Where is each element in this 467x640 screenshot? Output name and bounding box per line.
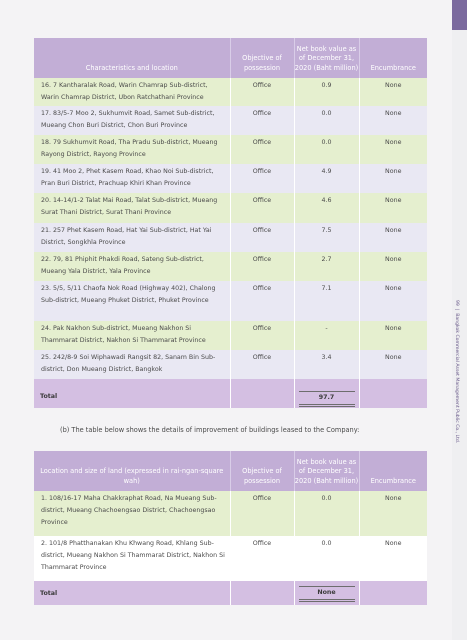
row-description: 1. 108/16-17 Maha Chakkraphat Road, Na Mueang Sub-district, Mueang Chachoengsao District, Chachoengsao Province: [34, 491, 230, 536]
total-label: Total: [34, 581, 230, 605]
table-row: [34, 223, 427, 252]
table-row: [34, 106, 427, 135]
row-encumbrance: None: [359, 252, 427, 281]
header-objective: Objective of possession: [230, 38, 294, 78]
row-description: 2. 101/8 Phatthanakan Khu Khwang Road, Khlang Sub-district, Mueang Nakhon Si Thammarat District, Nakhon Si Thammarat Province: [34, 536, 230, 581]
total-label: Total: [34, 379, 230, 408]
row-objective: Office: [230, 350, 294, 379]
table-row: [34, 78, 427, 106]
sidebar-footer-text: 99 | Bangkok Commercial Asset Management Public Co., Ltd.: [454, 300, 459, 444]
row-objective: Office: [230, 193, 294, 223]
row-value: 0.0: [294, 536, 359, 581]
row-value: 7.1: [294, 281, 359, 321]
row-value: -: [294, 321, 359, 350]
total-row: [34, 581, 427, 605]
row-value: 0.9: [294, 78, 359, 106]
row-objective: Office: [230, 78, 294, 106]
row-description: 17. 83/5-7 Moo 2, Sukhumvit Road, Samet Sub-district, Mueang Chon Buri District, Chon Buri Province: [34, 106, 230, 135]
table-row: [34, 321, 427, 350]
row-encumbrance: None: [359, 281, 427, 321]
row-encumbrance: None: [359, 350, 427, 379]
row-description: 16. 7 Kantharalak Road, Warin Chamrap Sub-district, Warin Chamrap District, Ubon Ratchathani Province: [34, 78, 230, 106]
header-objective: Objective of possession: [230, 451, 294, 491]
table-row: [34, 491, 427, 536]
row-objective: Office: [230, 321, 294, 350]
row-objective: Office: [230, 106, 294, 135]
row-encumbrance: None: [359, 536, 427, 581]
row-value: 0.0: [294, 106, 359, 135]
company-name: Bangkok Commercial Asset Management Public Co., Ltd.: [454, 313, 459, 444]
row-description: 23. 5/5, 5/11 Chaofa Nok Road (Highway 402), Chalong Sub-district, Mueang Phuket District, Phuket Province: [34, 281, 230, 321]
row-objective: Office: [230, 164, 294, 193]
table-row: [34, 350, 427, 379]
row-objective: Office: [230, 252, 294, 281]
row-encumbrance: None: [359, 135, 427, 164]
row-value: 3.4: [294, 350, 359, 379]
row-encumbrance: None: [359, 223, 427, 252]
header-net-book-value: Net book value as of December 31, 2020 (Baht million): [294, 38, 359, 78]
row-encumbrance: None: [359, 321, 427, 350]
table-row: [34, 135, 427, 164]
row-value: 7.5: [294, 223, 359, 252]
row-description: 21. 257 Phet Kasem Road, Hat Yai Sub-district, Hat Yai District, Songkhla Province: [34, 223, 230, 252]
land-table: [34, 38, 427, 408]
improvement-table: [34, 451, 427, 605]
row-value: 0.0: [294, 135, 359, 164]
row-objective: Office: [230, 135, 294, 164]
row-description: 22. 79, 81 Phiphit Phakdi Road, Sateng Sub-district, Mueang Yala District, Yala Province: [34, 252, 230, 281]
row-objective: Office: [230, 223, 294, 252]
row-description: 25. 242/8-9 Soi Wiphawadi Rangsit 82, Sanam Bin Sub-district, Don Mueang District, Bangkok: [34, 350, 230, 379]
table-row: [34, 281, 427, 321]
header-encumbrance: Encumbrance: [359, 38, 427, 78]
header-location: Location and size of land (expressed in rai-ngan-square wah): [34, 451, 230, 491]
row-encumbrance: None: [359, 193, 427, 223]
header-characteristics: Characteristics and location: [34, 38, 230, 78]
page-number: 99: [454, 300, 459, 306]
row-description: 24. Pak Nakhon Sub-district, Mueang Nakhon Si Thammarat District, Nakhon Si Thammarat Province: [34, 321, 230, 350]
total-value: None: [299, 586, 355, 602]
row-value: 4.9: [294, 164, 359, 193]
row-value: 0.0: [294, 491, 359, 536]
header-net-book-value: Net book value as of December 31, 2020 (Baht million): [294, 451, 359, 491]
header-encumbrance: Encumbrance: [359, 451, 427, 491]
row-value: 2.7: [294, 252, 359, 281]
row-encumbrance: None: [359, 164, 427, 193]
row-description: 18. 79 Sukhumvit Road, Tha Pradu Sub-district, Mueang Rayong District, Rayong Province: [34, 135, 230, 164]
row-description: 20. 14-14/1-2 Talat Mai Road, Talat Sub-district, Mueang Surat Thani District, Surat Thani Province: [34, 193, 230, 223]
row-value: 4.6: [294, 193, 359, 223]
row-objective: Office: [230, 536, 294, 581]
row-encumbrance: None: [359, 78, 427, 106]
section-b-heading: (b) The table below shows the details of improvement of buildings leased to the Company:: [60, 426, 360, 434]
row-description: 19. 41 Moo 2, Phet Kasem Road, Khao Noi Sub-district, Pran Buri District, Prachuap Khiri Khan Province: [34, 164, 230, 193]
total-value: 97.7: [299, 391, 355, 407]
row-objective: Office: [230, 281, 294, 321]
table-row: [34, 164, 427, 193]
row-encumbrance: None: [359, 491, 427, 536]
row-objective: Office: [230, 491, 294, 536]
total-row: [34, 379, 427, 408]
table-row: [34, 536, 427, 581]
table-row: [34, 252, 427, 281]
sidebar-accent: [452, 0, 467, 30]
table-row: [34, 193, 427, 223]
row-encumbrance: None: [359, 106, 427, 135]
